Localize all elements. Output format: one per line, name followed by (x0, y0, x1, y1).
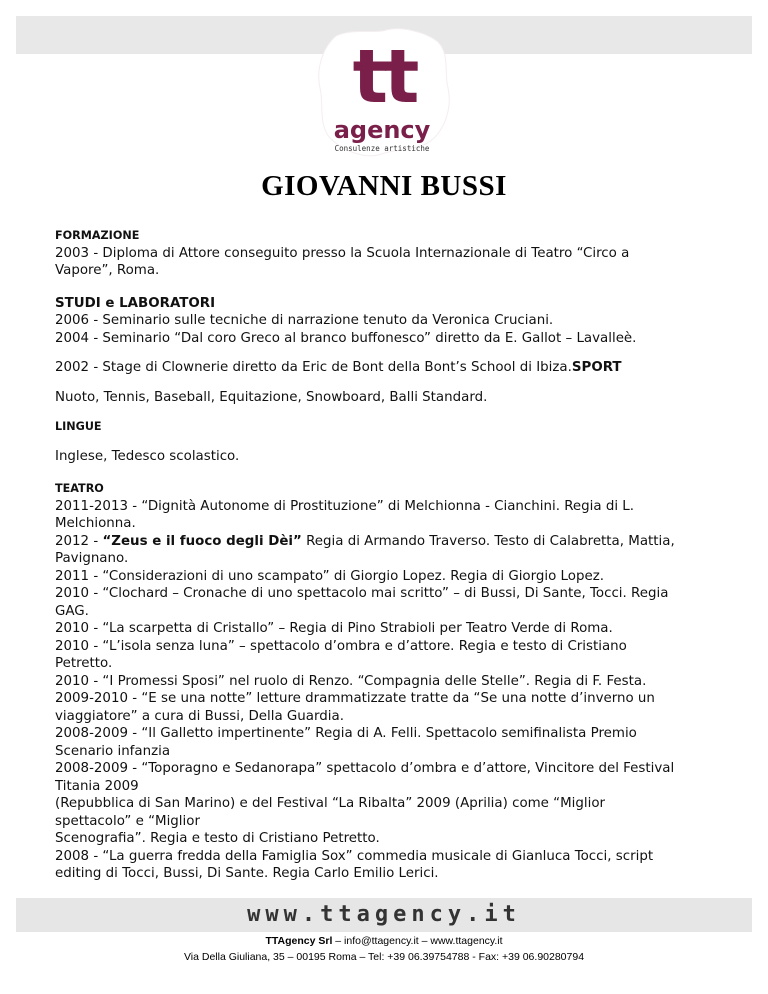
cv-content (55, 227, 715, 883)
footer-address: Via Della Giuliana, 35 – 00195 Roma – Tel: +39 06.39754788 - Fax: +39 06.90280794 (183, 951, 585, 963)
formazione-heading: FORMAZIONE (55, 229, 140, 242)
logo-letters: tt (352, 34, 416, 120)
teatro-line (55, 533, 715, 551)
teatro-line: 2010 - “La scarpetta di Cristallo” – Regia di Pino Strabioli per Teatro Verde di Roma. (55, 621, 613, 636)
teatro-line: GAG. (55, 603, 89, 619)
teatro-line: spettacolo” e “Miglior (55, 813, 200, 829)
footer-contact-text: – info@ttagency.it – www.ttagency.it (332, 935, 503, 947)
formazione-line: Vapore”, Roma. (55, 263, 160, 278)
teatro-line: 2010 - “L’isola senza luna” – spettacolo d’ombra e d’attore. Regia e testo di Cristiano (55, 638, 627, 654)
teatro-line: (Repubblica di San Marino) e del Festival “La Ribalta” 2009 (Aprilia) come “Miglior (55, 796, 606, 811)
studi-line: 2006 - Seminario sulle tecniche di narrazione tenuto da Veronica Cruciani. (55, 313, 554, 328)
teatro-line: viaggiatore” a cura di Bussi, Della Guardia. (55, 708, 344, 724)
teatro-line: Pavignano. (55, 551, 129, 566)
stage-text: 2002 - Stage di Clownerie diretto da Eric de Bont della Bont’s School di Ibiza. (55, 360, 572, 375)
teatro-line: Scenografia”. Regia e testo di Cristiano Petretto. (55, 831, 380, 846)
sport-text: Nuoto, Tennis, Baseball, Equitazione, Snowboard, Balli Standard. (55, 389, 488, 405)
teatro-line: Scenario infanzia (55, 743, 171, 759)
teatro-line-rest: Regia di Armando Traverso. Testo di Calabretta, Mattia, (301, 533, 675, 549)
person-name: GIOVANNI BUSSI (261, 170, 507, 202)
teatro-heading: TEATRO (55, 482, 104, 495)
logo-tagline: Consulenze artistiche (334, 144, 430, 153)
teatro-line: 2011-2013 - “Dignità Autonome di Prostituzione” di Melchionna - Cianchini. Regia di L. (55, 498, 635, 514)
footer-company: TTAgency Srl (265, 935, 333, 947)
teatro-line: 2010 - “Clochard – Cronache di uno spettacolo mai scritto” – di Bussi, Di Sante, Tocci. Regia (55, 586, 669, 601)
lingue-heading: LINGUE (55, 420, 102, 433)
teatro-line: 2008 - “La guerra fredda della Famiglia Sox” commedia musicale di Gianluca Tocci, script (55, 848, 654, 864)
teatro-line: 2010 - “I Promessi Sposi” nel ruolo di Renzo. “Compagnia delle Stelle”. Regia di F. Festa. (55, 673, 647, 689)
footer-website[interactable]: www.ttagency.it (247, 902, 521, 927)
tt-agency-logo (316, 26, 452, 158)
teatro-line: 2011 - “Considerazioni di uno scampato” di Giorgio Lopez. Regia di Giorgio Lopez. (55, 568, 604, 584)
teatro-year: 2012 - (55, 533, 103, 549)
teatro-line: 2009-2010 - “E se una notte” letture drammatizzate tratte da “Se una notte d’inverno un (55, 691, 655, 706)
teatro-line: Titania 2009 (55, 778, 139, 794)
lingue-text: Inglese, Tedesco scolastico. (55, 448, 240, 464)
studi-heading: STUDI e LABORATORI (55, 295, 216, 311)
teatro-line: Melchionna. (55, 516, 136, 531)
stage-line (55, 359, 715, 377)
teatro-line: editing di Tocci, Bussi, Di Sante. Regia Carlo Emilio Lerici. (55, 866, 439, 881)
footer-contacts (0, 935, 768, 947)
sport-heading: SPORT (571, 360, 622, 375)
formazione-line: 2003 - Diploma di Attore conseguito presso la Scuola Internazionale di Teatro “Circo a (55, 245, 630, 261)
teatro-line: Petretto. (55, 656, 113, 671)
studi-line: 2004 - Seminario “Dal coro Greco al branco buffonesco” diretto da E. Gallot – Lavalleè. (55, 330, 637, 346)
teatro-line: 2008-2009 - “Toporagno e Sedanorapa” spettacolo d’ombra e d’attore, Vincitore del Festival (55, 761, 675, 776)
logo-word: agency (333, 116, 431, 144)
teatro-line: 2008-2009 - “Il Galletto impertinente” Regia di A. Felli. Spettacolo semifinalista Premio (55, 726, 637, 741)
teatro-bold-title: “Zeus e il fuoco degli Dèi” (102, 533, 302, 549)
